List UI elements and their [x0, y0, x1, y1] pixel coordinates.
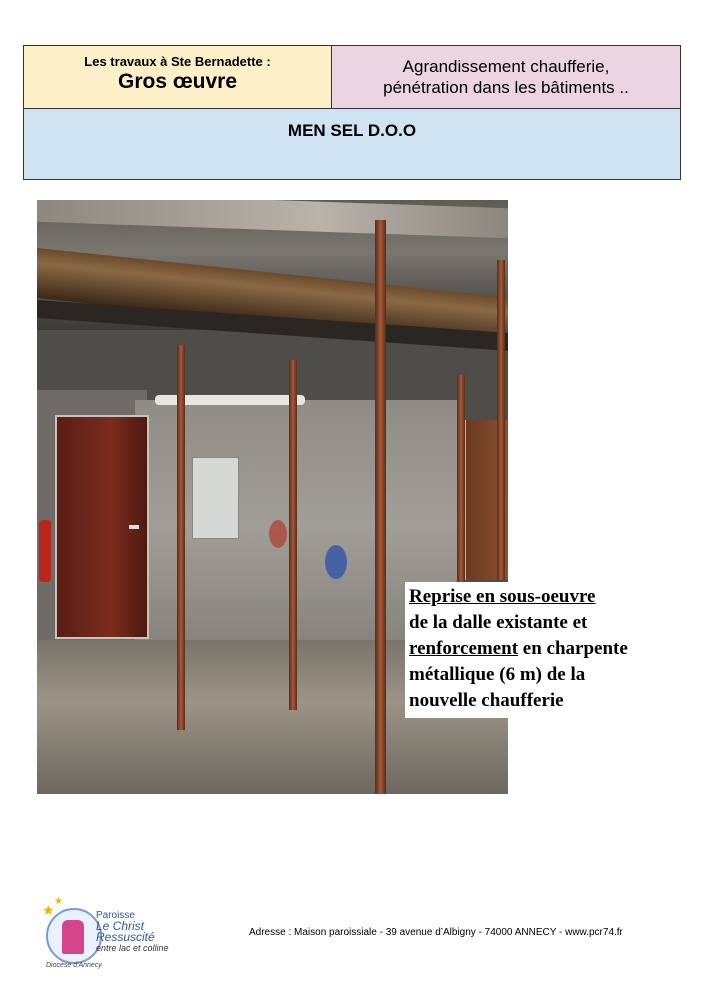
- header-description-line1: Agrandissement chaufferie,: [402, 57, 610, 76]
- parish-logo: [40, 896, 205, 975]
- logo-text: [96, 910, 206, 954]
- photo-electrical-box: [192, 457, 239, 539]
- christ-figure-icon: [62, 920, 84, 954]
- caption-line-3-emphasis: renforcement: [409, 638, 519, 659]
- photo-prop-5: [497, 260, 505, 580]
- star-icon: ★: [42, 902, 55, 918]
- photo-paint-mark-red: [269, 520, 287, 548]
- photo-fire-extinguisher: [39, 520, 51, 582]
- photo-red-door: [55, 415, 149, 639]
- header-left-cell: [24, 46, 332, 109]
- caption-line-5: nouvelle chaufferie: [409, 690, 564, 711]
- footer-address: Adresse : Maison paroissiale - 39 avenue d’Albigny - 74000 ANNECY - www.pcr74.fr: [249, 927, 623, 938]
- photo-caption: [405, 582, 663, 718]
- logo-diocese: Diocèse d'Annecy: [46, 962, 102, 969]
- header-description-line2: pénétration dans les bâtiments ..: [383, 78, 629, 97]
- header-title: Gros œuvre: [117, 70, 238, 93]
- photo-prop-3: [375, 220, 386, 794]
- photo-paint-mark-blue: [325, 545, 347, 579]
- star-icon: ★: [54, 896, 63, 907]
- header-table: [23, 45, 681, 180]
- photo-prop-4: [457, 375, 465, 585]
- header-right-cell: [332, 46, 680, 109]
- company-name: MEN SEL D.O.O: [287, 121, 417, 140]
- logo-paroisse: Paroisse: [96, 910, 135, 921]
- logo-tagline: entre lac et colline: [96, 943, 169, 953]
- photo-prop-1: [177, 345, 185, 730]
- caption-line-1: Reprise en sous-oeuvre: [409, 586, 596, 607]
- photo-prop-2: [289, 360, 297, 710]
- header-bottom-cell: [24, 109, 680, 179]
- caption-line-4: métallique (6 m) de la: [409, 664, 586, 685]
- door-handle: [129, 525, 139, 529]
- header-subtitle: Les travaux à Ste Bernadette :: [84, 54, 271, 69]
- logo-parish-name: Le Christ Ressuscité: [96, 919, 155, 944]
- caption-line-2: de la dalle existante et: [409, 612, 588, 633]
- caption-line-3-rest: en charpente: [518, 638, 628, 659]
